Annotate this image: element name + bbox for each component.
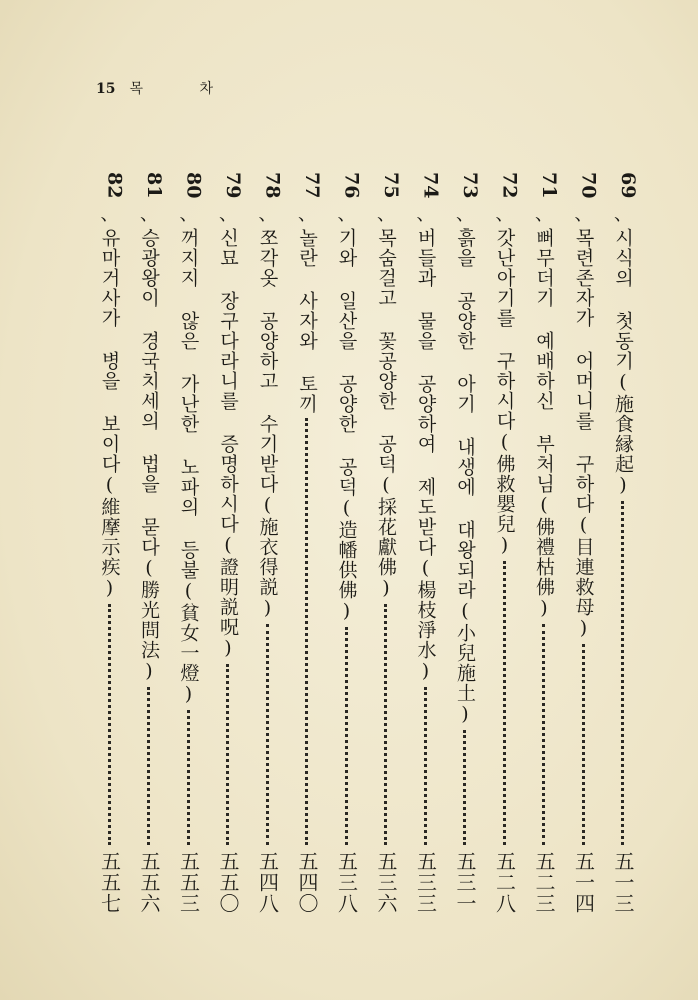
entry-number: 79 [222,172,244,199]
toc-entry [450,172,480,914]
entry-title: 갓난아기를 구하시다(佛救嬰兒) [493,228,516,557]
leader-dots [463,730,470,845]
entry-separator: 、 [140,204,158,225]
entry-separator: 、 [298,204,316,225]
entry-separator: 、 [219,204,237,225]
entry-number: 81 [143,172,165,199]
entry-title: 목숨걸고 꽃공양한 공덕(採花獻佛) [375,228,397,600]
toc-entry [332,172,362,914]
leader-dots [147,687,154,845]
entry-page-number: 五一三 [611,851,635,914]
toc-entry [608,172,638,914]
toc-entry [95,172,125,914]
entry-number: 73 [459,172,481,199]
entry-separator: 、 [535,204,553,225]
entry-number: 71 [538,172,560,199]
toc-entry [213,172,243,914]
leader-dots [424,687,431,845]
entry-title: 승광왕이 경국치세의 법을 묻다(勝光問法) [138,228,160,683]
entry-number: 75 [380,172,402,199]
entry-page-number: 五三一 [453,851,477,914]
entry-page-number: 五四〇 [295,851,319,914]
leader-dots [621,501,628,845]
entry-number: 72 [498,172,521,199]
entry-separator: 、 [495,204,514,225]
entry-title: 놀란 사자와 토끼 [296,228,318,414]
toc-entry [490,172,520,914]
entry-page-number: 五二八 [492,851,517,914]
toc-entry [174,172,204,914]
entry-page-number: 五三八 [334,851,359,914]
entry-separator: 、 [377,204,395,225]
leader-dots [503,561,510,845]
entry-title: 목련존자가 어머니를 구하다(目連救母) [572,228,595,640]
entry-title: 신묘 장구다라니를 증명하시다(證明説呪) [217,228,239,660]
entry-title: 꺼지지 않은 가난한 노파의 등불(貧女一燈) [177,228,200,706]
entry-number: 80 [182,172,205,199]
toc-entry [292,172,322,914]
entry-title: 기와 일산을 공양한 공덕(造幡供佛) [335,228,358,623]
toc-entry [134,172,164,914]
entry-page-number: 五三六 [374,851,398,914]
entry-page-number: 五三三 [413,851,438,914]
entry-number: 77 [301,172,323,199]
toc-entry [569,172,599,914]
entry-title: 시식의 첫동기(施食縁起) [612,228,634,497]
entry-separator: 、 [574,204,593,225]
entry-page-number: 五一四 [571,851,596,914]
entry-page-number: 五四八 [255,851,280,914]
entry-page-number: 五五三 [176,851,201,914]
leader-dots [108,604,115,845]
leader-dots [266,624,273,845]
entry-number: 69 [617,172,639,199]
entry-page-number: 五五七 [97,851,122,914]
entry-number: 76 [340,172,363,199]
entry-page-number: 五五六 [137,851,161,914]
toc-entry [529,172,559,914]
leader-dots [542,624,549,845]
entry-separator: 、 [258,204,277,225]
leader-dots [384,604,391,845]
entry-page-number: 五二三 [532,851,556,914]
entry-number: 70 [577,172,600,199]
entry-number: 74 [419,172,442,199]
leader-dots [226,664,233,845]
leader-dots [305,418,312,845]
entry-number: 78 [261,172,284,199]
page-header [96,78,239,98]
toc-entry [253,172,283,914]
leader-dots [345,627,352,845]
entry-page-number: 五五〇 [216,851,240,914]
toc-entry [411,172,441,914]
entry-title: 뻐무더기 예배하신 부처님(佛禮枯佛) [533,228,555,620]
entry-title: 버들과 물을 공양하여 제도받다(楊枝淨水) [414,228,437,683]
entry-separator: 、 [179,204,198,225]
entry-title: 쪼각옷 공양하고 수기받다(施衣得説) [256,228,279,620]
page-title: 목 차 [129,81,239,97]
entry-separator: 、 [337,204,356,225]
entry-title: 흙을 공양한 아기 내생에 대왕되라(小兒施土) [454,228,476,726]
entry-separator: 、 [100,204,119,225]
toc-entry [371,172,401,914]
leader-dots [187,710,194,845]
entry-separator: 、 [456,204,474,225]
entry-number: 82 [103,172,126,199]
page-number: 15 [96,81,116,97]
leader-dots [582,644,589,845]
entry-title: 유마거사가 병을 보이다(維摩示疾) [98,228,121,600]
entry-separator: 、 [416,204,435,225]
entry-separator: 、 [614,204,632,225]
